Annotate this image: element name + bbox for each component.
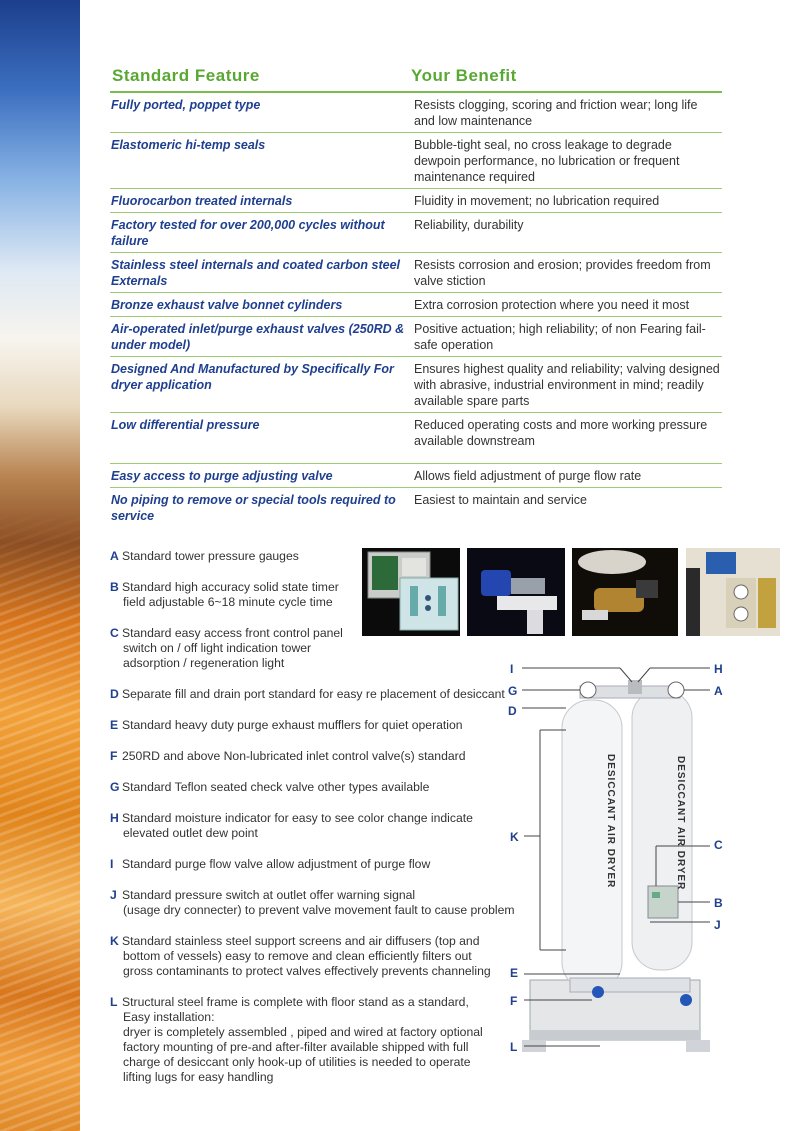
vessel-label: DESICCANT AIR DRYER: [675, 756, 686, 891]
dryer-diagram: [500, 660, 740, 1100]
item-letter: C: [110, 626, 119, 640]
feature-row: [110, 317, 722, 357]
list-item: [110, 780, 530, 795]
callout-h: H: [714, 662, 723, 676]
feature-benefit: Fluidity in movement; no lubrication required: [414, 194, 660, 208]
item-letter: F: [110, 749, 118, 763]
feature-row: [110, 413, 722, 464]
feature-benefit: Reduced operating costs and more working pressure available downstream: [414, 418, 708, 448]
callout-c: C: [714, 838, 723, 852]
item-text: Separate fill and drain port standard for easy re placement of desiccant: [122, 687, 505, 701]
feature-row: [110, 93, 722, 133]
item-text-continued: field adjustable 6~18 minute cycle time: [123, 595, 333, 609]
item-text: Standard easy access front control panel: [122, 626, 343, 640]
callout-a: A: [714, 684, 723, 698]
item-text-continued: elevated outlet dew point: [123, 826, 258, 840]
item-letter: A: [110, 549, 119, 563]
item-letter: K: [110, 934, 119, 948]
list-item: [110, 718, 530, 733]
item-text-continued: switch on / off light indication tower adsorption / regeneration light: [123, 641, 312, 670]
callout-f: F: [510, 994, 518, 1008]
feature-benefit: Reliability, durability: [414, 218, 524, 232]
feature-name: Stainless steel internals and coated carbon steel Externals: [111, 258, 400, 288]
callout-g: G: [508, 684, 518, 698]
item-text: Standard Teflon seated check valve other types available: [122, 780, 430, 794]
item-letter: H: [110, 811, 119, 825]
item-text: Standard high accuracy solid state timer: [122, 580, 339, 594]
feature-name: Elastomeric hi-temp seals: [111, 138, 266, 152]
feature-name: No piping to remove or special tools required to service: [111, 493, 396, 523]
item-letter: I: [110, 857, 114, 871]
feature-name: Factory tested for over 200,000 cycles without failure: [111, 218, 385, 248]
item-letter: D: [110, 687, 119, 701]
standard-equipment-list: [110, 549, 530, 1085]
feature-row: [110, 133, 722, 189]
feature-benefit: Allows field adjustment of purge flow rate: [414, 469, 642, 483]
your-benefit-heading: Your Benefit: [411, 66, 517, 85]
list-item: [110, 995, 530, 1085]
decorative-side-strip: [0, 0, 80, 1131]
vessel-label: DESICCANT AIR DRYER: [605, 754, 616, 889]
list-item: [110, 549, 530, 564]
item-letter: L: [110, 995, 118, 1009]
feature-benefit: Resists corrosion and erosion; provides freedom from valve stiction: [414, 258, 711, 288]
feature-benefit: Extra corrosion protection where you need it most: [414, 298, 690, 312]
callout-k: K: [510, 830, 519, 844]
callout-i: I: [510, 662, 514, 676]
feature-row: [110, 189, 722, 213]
item-text-continued: bottom of vessels) easy to remove and clean efficiently filters out gross contaminants to protect valves effectively prevents channeling: [123, 949, 491, 978]
item-text: Standard tower pressure gauges: [122, 549, 299, 563]
list-item: [110, 626, 530, 671]
pressure-switch-photo: [686, 548, 780, 636]
item-letter: B: [110, 580, 119, 594]
callout-d: D: [508, 704, 517, 718]
dryer-illustration: [500, 660, 740, 1100]
callout-j: J: [714, 918, 721, 932]
list-item: [110, 580, 530, 610]
list-item: [110, 888, 530, 918]
list-item: [110, 934, 530, 979]
feature-row: [110, 253, 722, 293]
callout-b: B: [714, 896, 723, 910]
feature-row: [110, 293, 722, 317]
feature-table: [110, 93, 722, 527]
callout-l: L: [510, 1040, 518, 1054]
feature-row: [110, 488, 722, 527]
feature-name: Easy access to purge adjusting valve: [111, 469, 333, 483]
feature-name: Designed And Manufactured by Specifically For dryer application: [111, 362, 394, 392]
item-letter: J: [110, 888, 117, 902]
item-text: Structural steel frame is complete with floor stand as a standard,: [122, 995, 469, 1009]
feature-benefit: Easiest to maintain and service: [414, 493, 588, 507]
item-letter: E: [110, 718, 119, 732]
item-letter: G: [110, 780, 120, 794]
list-item: [110, 749, 530, 764]
feature-benefit: Resists clogging, scoring and friction wear; long life and low maintenance: [414, 98, 698, 128]
item-text: Standard moisture indicator for easy to see color change indicate: [122, 811, 473, 825]
item-text-continued: (usage dry connecter) to prevent valve movement fault to cause problem: [123, 903, 515, 917]
item-text: Standard stainless steel support screens and air diffusers (top and: [122, 934, 480, 948]
callout-e: E: [510, 966, 519, 980]
feature-benefit: Bubble-tight seal, no cross leakage to degrade dewpoin performance, no lubrication or frequent maintenance required: [414, 138, 680, 184]
feature-name: Fluorocarbon treated internals: [111, 194, 293, 208]
feature-benefit: Ensures highest quality and reliability; valving designed with abrasive, industrial environment in mind; readily available spare parts: [414, 362, 720, 408]
list-item: [110, 857, 530, 872]
list-item: [110, 687, 530, 702]
feature-row: [110, 357, 722, 413]
list-item: [110, 811, 530, 841]
feature-name: Fully ported, poppet type: [111, 98, 261, 112]
feature-name: Air-operated inlet/purge exhaust valves (250RD & under model): [111, 322, 405, 352]
feature-benefit: Positive actuation; high reliability; of non Fearing fail-safe operation: [414, 322, 706, 352]
feature-name: Bronze exhaust valve bonnet cylinders: [111, 298, 343, 312]
item-text: Standard purge flow valve allow adjustment of purge flow: [122, 857, 431, 871]
item-text: 250RD and above Non-lubricated inlet control valve(s) standard: [122, 749, 466, 763]
item-text-continued: Easy installation: dryer is completely assembled , piped and wired at factory optional factory mounting of pre-and after-filter available shipped with full charge of desiccant only hook-up of utilities is needed to operate lifting lugs for easy handling: [123, 1010, 483, 1084]
feature-row: [110, 213, 722, 253]
item-text: Standard heavy duty purge exhaust mufflers for quiet operation: [122, 718, 463, 732]
feature-name: Low differential pressure: [111, 418, 260, 432]
brass-valve-photo: [572, 548, 678, 636]
standard-feature-heading: Standard Feature: [112, 66, 260, 85]
feature-row: [110, 464, 722, 488]
item-text: Standard pressure switch at outlet offer warning signal: [122, 888, 416, 902]
